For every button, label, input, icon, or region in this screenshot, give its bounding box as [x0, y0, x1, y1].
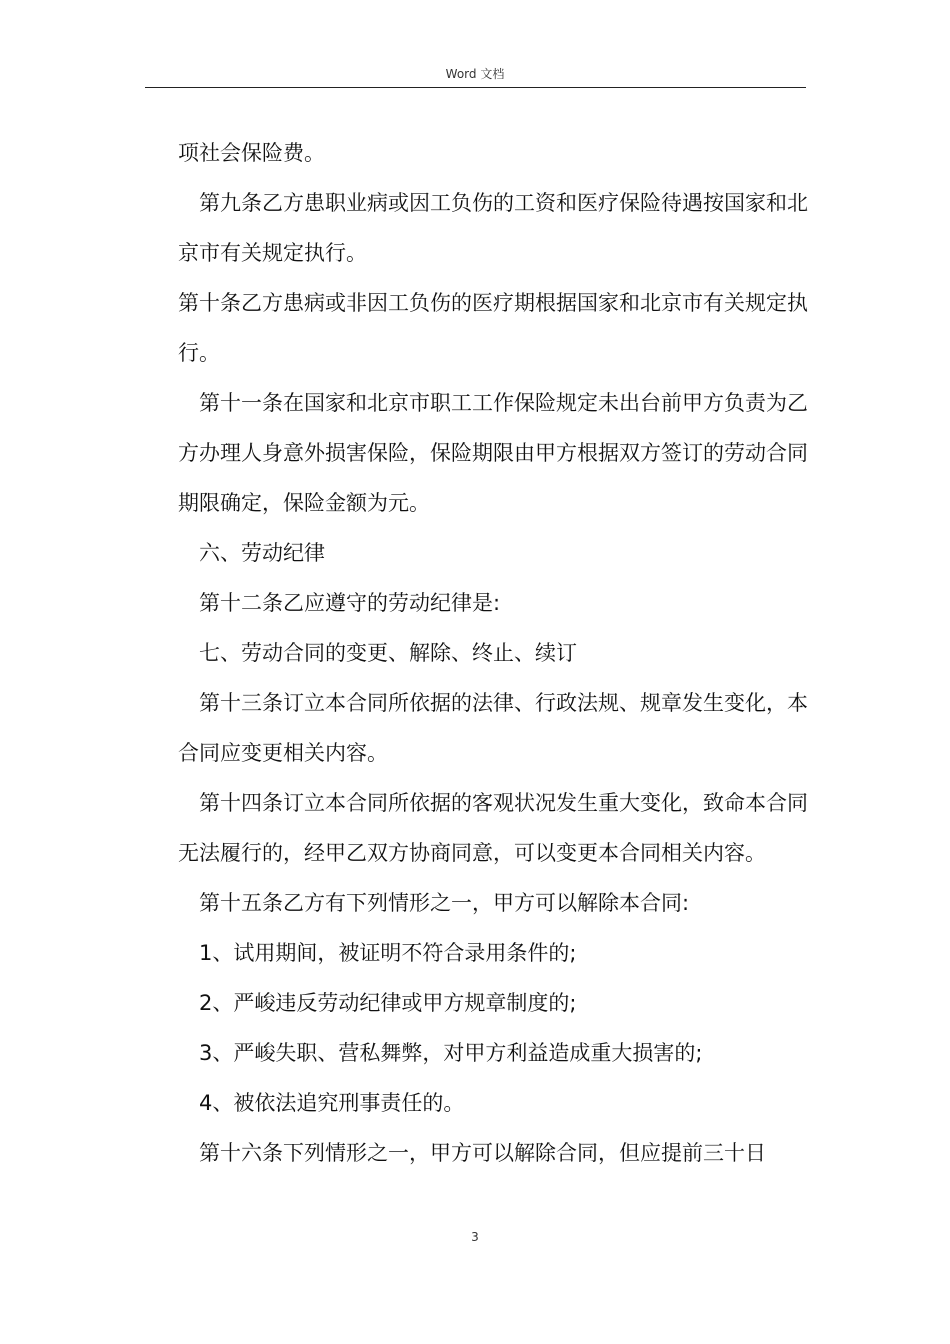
page-number: 3 — [471, 1230, 479, 1244]
list-item: 3、严峻失职、营私舞弊，对甲方利益造成重大损害的; — [199, 1041, 703, 1065]
document-body — [178, 128, 808, 1178]
paragraph: 第十条乙方患病或非因工负伤的医疗期根据国家和北京市有关规定执行。 — [178, 291, 808, 365]
section-heading: 七、劳动合同的变更、解除、终止、续订 — [199, 641, 577, 665]
paragraph: 第十五条乙方有下列情形之一，甲方可以解除本合同: — [199, 891, 690, 915]
paragraph: 项社会保险费。 — [178, 141, 325, 165]
header-divider — [145, 87, 806, 88]
list-item: 2、严峻违反劳动纪律或甲方规章制度的; — [199, 991, 577, 1015]
paragraph: 第十三条订立本合同所依据的法律、行政法规、规章发生变化，本合同应变更相关内容。 — [178, 691, 808, 765]
paragraph: 第十四条订立本合同所依据的客观状况发生重大变化，致命本合同无法履行的，经甲乙双方协商同意，可以变更本合同相关内容。 — [178, 791, 808, 865]
list-item: 1、试用期间，被证明不符合录用条件的; — [199, 941, 577, 965]
page-header: Word 文档 — [445, 67, 505, 81]
paragraph: 第九条乙方患职业病或因工负伤的工资和医疗保险待遇按国家和北京市有关规定执行。 — [178, 191, 808, 265]
paragraph: 第十六条下列情形之一，甲方可以解除合同，但应提前三十日 — [199, 1141, 766, 1165]
list-item: 4、被依法追究刑事责任的。 — [199, 1091, 465, 1115]
section-heading: 六、劳动纪律 — [199, 541, 325, 565]
paragraph: 第十一条在国家和北京市职工工作保险规定未出台前甲方负责为乙方办理人身意外损害保险，保险期限由甲方根据双方签订的劳动合同期限确定，保险金额为元。 — [178, 391, 808, 515]
paragraph: 第十二条乙应遵守的劳动纪律是: — [199, 591, 501, 615]
